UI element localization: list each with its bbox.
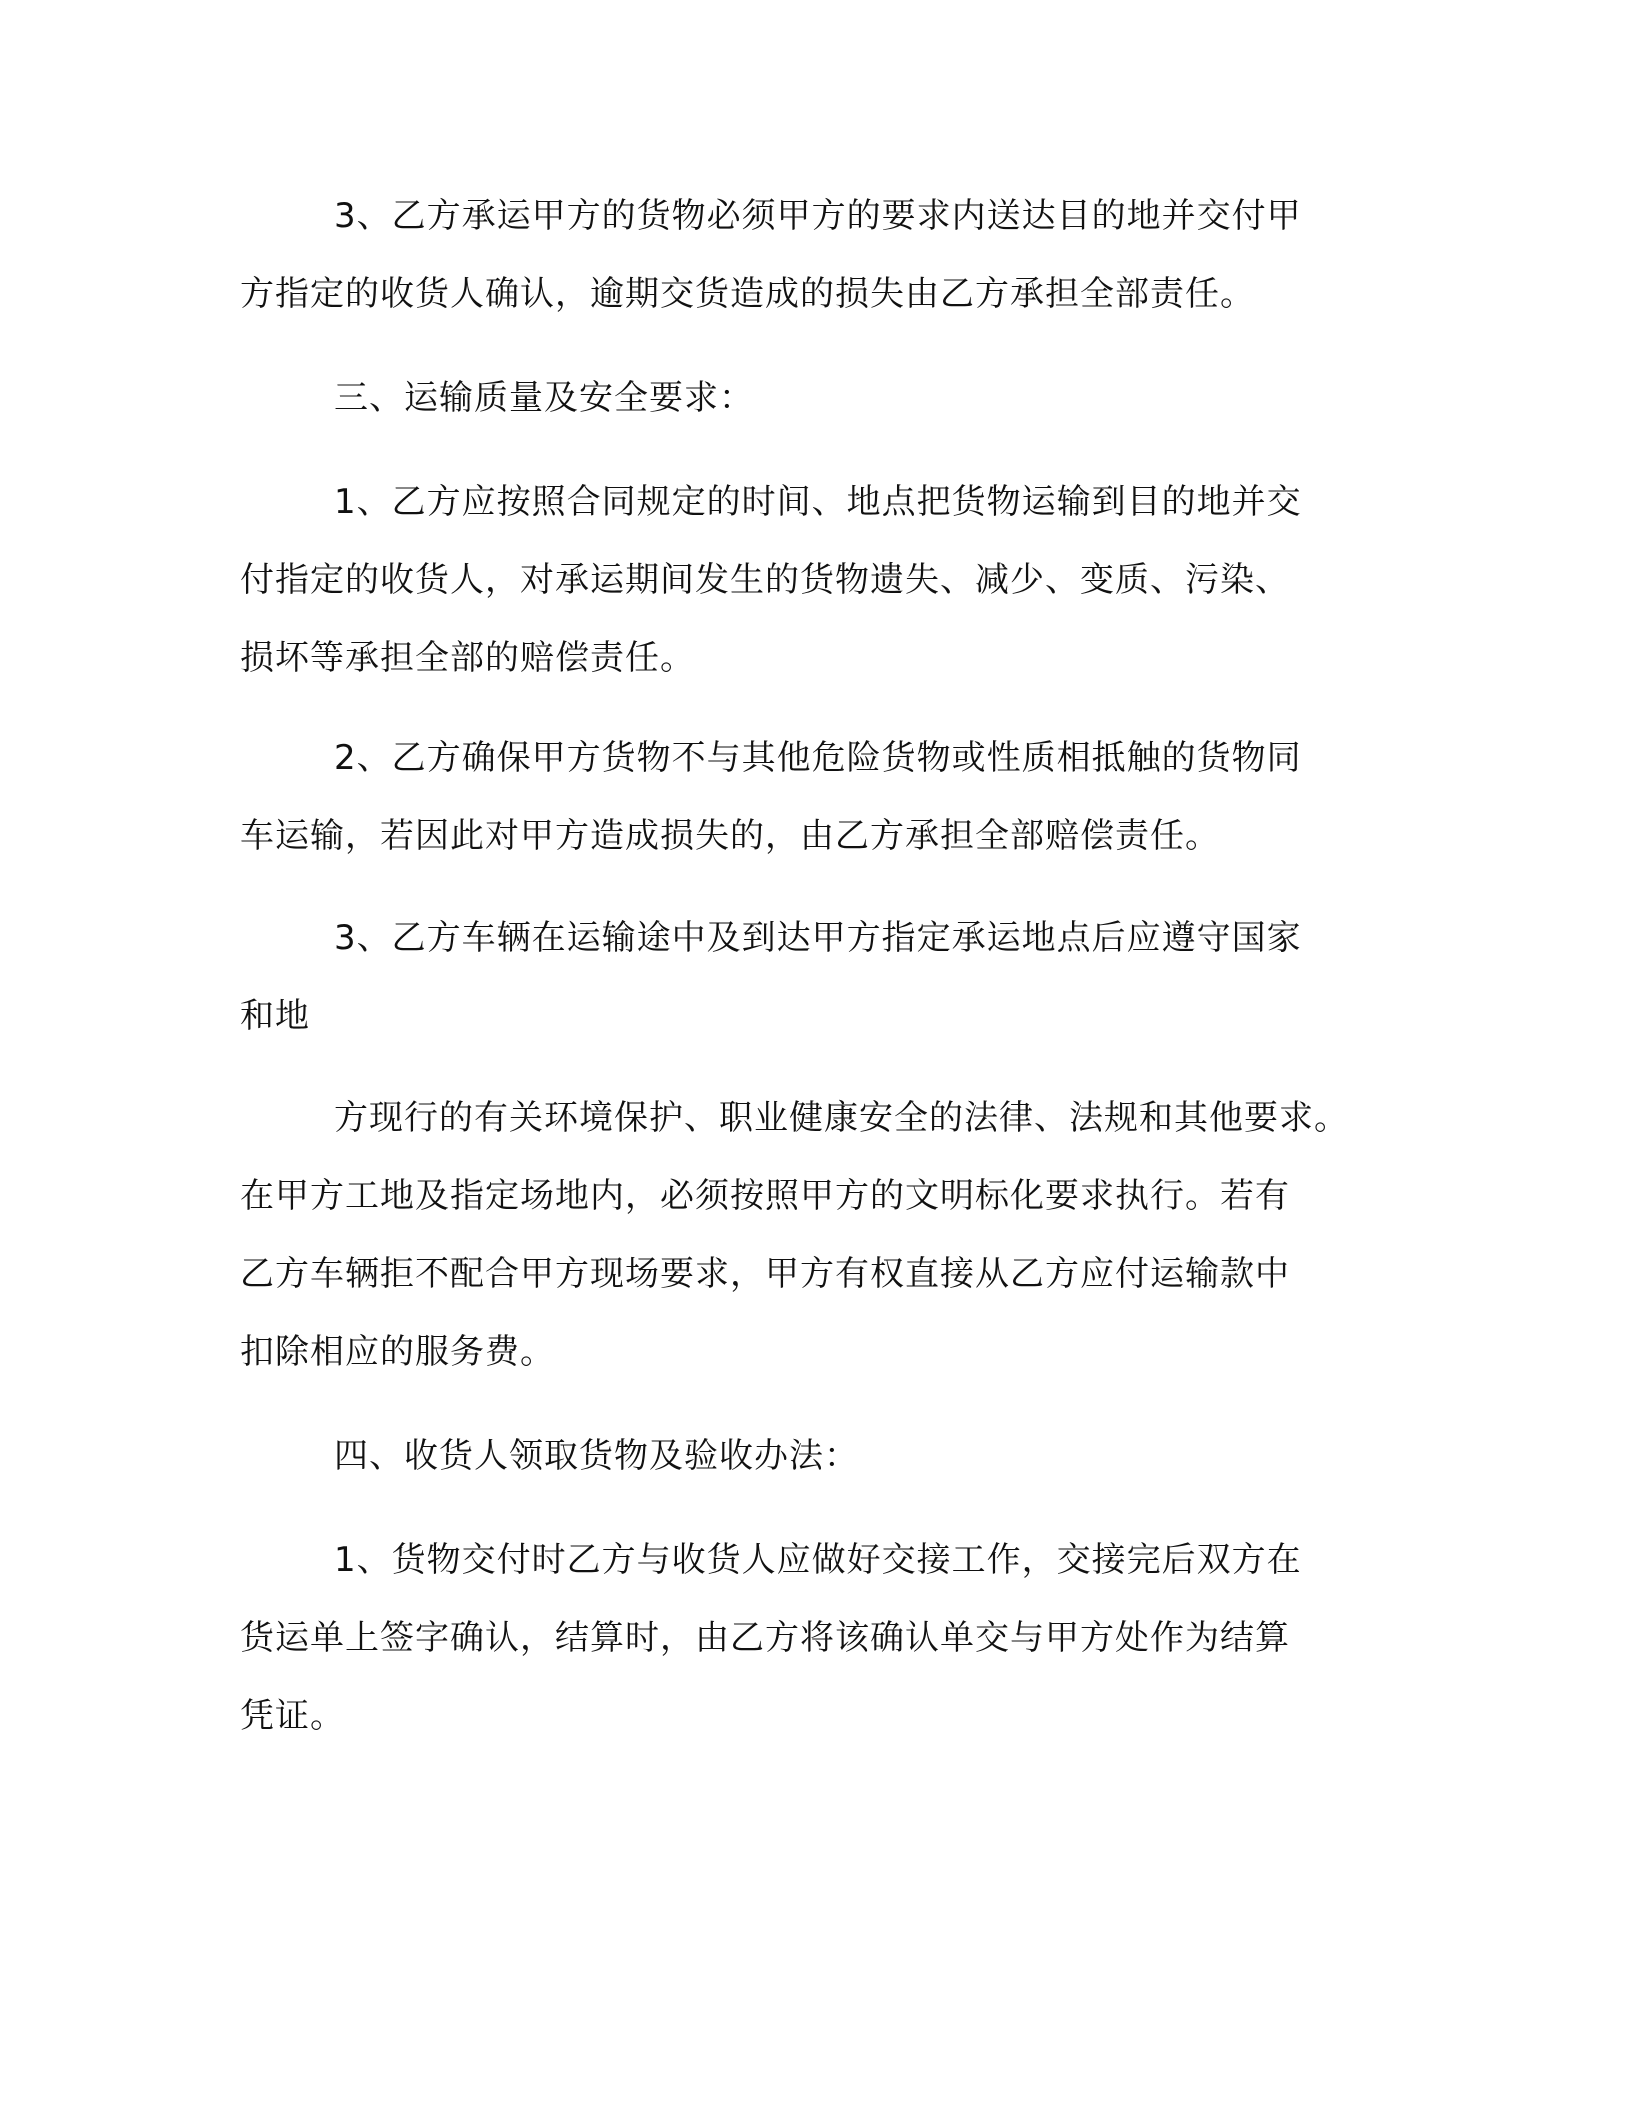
paragraph-line: 3、乙方承运甲方的货物必须甲方的要求内送达目的地并交付甲 xyxy=(334,196,1302,236)
paragraph-line: 2、乙方确保甲方货物不与其他危险货物或性质相抵触的货物同 xyxy=(334,738,1302,778)
section-heading: 四、收货人领取货物及验收办法： xyxy=(334,1436,859,1476)
section-heading: 三、运输质量及安全要求： xyxy=(334,378,754,418)
paragraph-line: 损坏等承担全部的赔偿责任。 xyxy=(240,638,695,678)
paragraph-line: 凭证。 xyxy=(240,1696,345,1736)
paragraph-line: 1、货物交付时乙方与收货人应做好交接工作，交接完后双方在 xyxy=(334,1540,1302,1580)
paragraph-line: 3、乙方车辆在运输途中及到达甲方指定承运地点后应遵守国家 xyxy=(334,918,1302,958)
paragraph-line: 1、乙方应按照合同规定的时间、地点把货物运输到目的地并交 xyxy=(334,482,1302,522)
paragraph-line: 货运单上签字确认，结算时，由乙方将该确认单交与甲方处作为结算 xyxy=(240,1618,1290,1658)
paragraph-line: 方现行的有关环境保护、职业健康安全的法律、法规和其他要求。 xyxy=(334,1098,1349,1138)
paragraph-line: 车运输，若因此对甲方造成损失的，由乙方承担全部赔偿责任。 xyxy=(240,816,1220,856)
paragraph-line: 方指定的收货人确认，逾期交货造成的损失由乙方承担全部责任。 xyxy=(240,274,1255,314)
paragraph-line: 和地 xyxy=(240,996,310,1036)
paragraph-line: 乙方车辆拒不配合甲方现场要求，甲方有权直接从乙方应付运输款中 xyxy=(240,1254,1290,1294)
paragraph-line: 付指定的收货人，对承运期间发生的货物遗失、减少、变质、污染、 xyxy=(240,560,1290,600)
paragraph-line: 在甲方工地及指定场地内，必须按照甲方的文明标化要求执行。若有 xyxy=(240,1176,1290,1216)
paragraph-line: 扣除相应的服务费。 xyxy=(240,1332,555,1372)
